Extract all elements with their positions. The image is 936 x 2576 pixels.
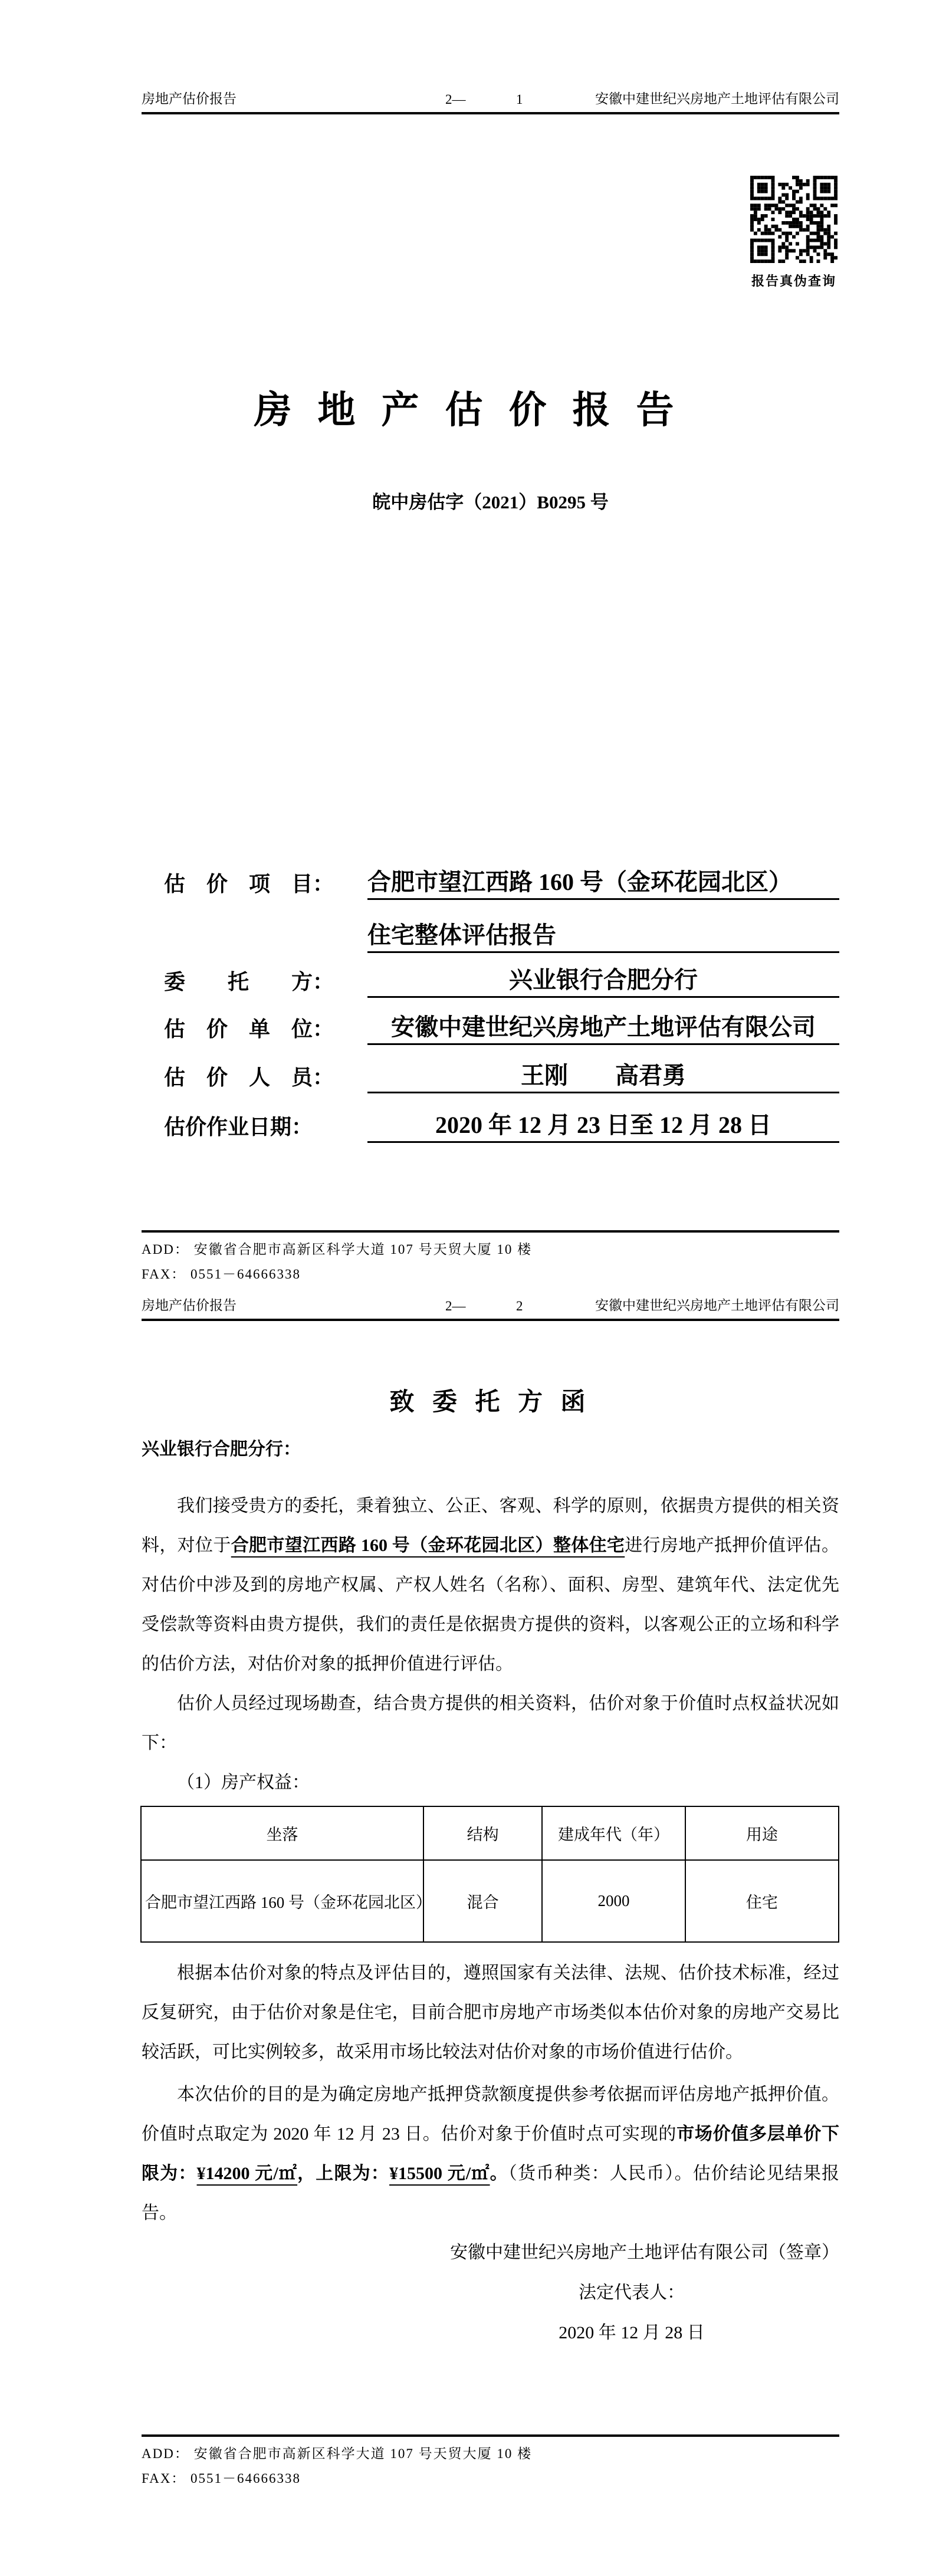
page1-footer — [142, 1230, 839, 1287]
paragraph-1: 我们接受贵方的委托，秉着独立、公正、客观、科学的原则，依据贵方提供的相关资料，对位于合肥市望江西路 160 号（金环花园北区）整体住宅进行房地产抵押价值评估。对估价中涉及到的房地产权属、产权人姓名（名称）、面积、房型、建筑年代、法定优先受偿款等资料由贵方提供，我们的责任是依据贵方提供的资料，以客观公正的立场和科学的估价方法，对估价对象的抵押价值进行评估。 — [142, 1496, 840, 1674]
form-label-agency: 估 价 单 位： — [164, 1017, 334, 1041]
footer-address: ADD： 安徽省合肥市高新区科学大道 107 号天贸大厦 10 楼 — [142, 2446, 533, 2461]
qr-verification-block — [750, 176, 838, 290]
form-row-client — [164, 960, 839, 998]
signature-date: 2020 年 12 月 28 日 — [559, 2323, 705, 2342]
letter-salutation: 兴业银行合肥分行： — [142, 1440, 301, 1459]
cell-usage: 住宅 — [685, 1860, 839, 1942]
form-label-date: 估价作业日期： — [164, 1115, 313, 1139]
qr-label: 报告真伪查询 — [751, 274, 836, 288]
letter-body-top — [142, 1486, 839, 1802]
form-value-date: 2020 年 12 月 23 日至 12 月 28 日 — [367, 1106, 839, 1143]
signature-block — [142, 2233, 839, 2353]
page1-header — [142, 74, 839, 114]
table-header-row — [141, 1806, 839, 1860]
form-row-project — [164, 862, 839, 900]
form-value-project-line2: 住宅整体评估报告 — [367, 916, 839, 953]
footer-fax: FAX： 0551－64666338 — [142, 2471, 301, 2486]
table-row — [141, 1860, 839, 1942]
form-row-project-line2 — [164, 915, 839, 953]
report-doc-number: 皖中房估字（2021）B0295 号 — [372, 492, 609, 512]
form-value-agency: 安徽中建世纪兴房地产土地评估有限公司 — [367, 1008, 839, 1045]
form-row-date — [164, 1105, 839, 1143]
header-doc-title: 房地产估价报告 — [142, 91, 237, 106]
footer-address: ADD： 安徽省合肥市高新区科学大道 107 号天贸大厦 10 楼 — [142, 1242, 533, 1257]
qr-code — [750, 176, 838, 263]
footer-fax: FAX： 0551－64666338 — [142, 1267, 301, 1282]
header-company: 安徽中建世纪兴房地产土地评估有限公司 — [595, 1298, 839, 1313]
paragraph-3: 根据本估价对象的特点及评估目的，遵照国家有关法律、法规、估价技术标准，经过反复研究，由于估价对象是住宅，目前合肥市房地产市场类似本估价对象的房地产交易比较活跃，可比实例较多，故采用市场比较法对估价对象的市场价值进行估价。 — [142, 1963, 839, 2062]
report-title: 房 地 产 估 价 报 告 — [254, 389, 682, 431]
form-label-staff: 估 价 人 员： — [164, 1066, 334, 1089]
form-row-agency — [164, 1007, 839, 1045]
letter-title: 致 委 托 方 函 — [389, 1389, 592, 1416]
paragraph-2: 估价人员经过现场勘查，结合贵方提供的相关资料，估价对象于价值时点权益状况如下： — [142, 1694, 839, 1753]
form-label-project: 估 价 项 目： — [164, 872, 334, 896]
signature-company: 安徽中建世纪兴房地产土地评估有限公司（签章） — [450, 2243, 839, 2262]
letter-body-bottom — [142, 2075, 839, 2233]
form-value-project-line1: 合肥市望江西路 160 号（金环花园北区） — [367, 863, 839, 900]
col-header-structure: 结构 — [423, 1806, 542, 1860]
form-value-client: 兴业银行合肥分行 — [367, 961, 839, 998]
letter-body-mid — [142, 1953, 839, 2072]
signature-legal-representative: 法定代表人： — [579, 2283, 685, 2302]
cell-location: 合肥市望江西路 160 号（金环花园北区） — [141, 1860, 423, 1942]
form-value-staff: 王刚 高君勇 — [367, 1057, 839, 1093]
col-header-year-built: 建成年代（年） — [542, 1806, 685, 1860]
property-rights-table — [140, 1806, 839, 1943]
col-header-usage: 用途 — [685, 1806, 839, 1860]
list-item-property-rights: （1）房产权益： — [177, 1773, 310, 1792]
cell-structure: 混合 — [423, 1860, 542, 1942]
page2-header — [142, 1281, 839, 1321]
cell-year-built: 2000 — [542, 1860, 685, 1942]
header-page-number: 1 — [516, 92, 523, 107]
header-page-number: 2 — [516, 1299, 523, 1313]
header-doc-title: 房地产估价报告 — [142, 1298, 237, 1313]
header-company: 安徽中建世纪兴房地产土地评估有限公司 — [595, 91, 839, 106]
page2-footer — [142, 2434, 839, 2491]
header-total-pages: 2— — [445, 1299, 466, 1313]
header-total-pages: 2— — [445, 92, 466, 107]
paragraph-4: 本次估价的目的是为确定房地产抵押贷款额度提供参考依据而评估房地产抵押价值。价值时点取定为 2020 年 12 月 23 日。估价对象于价值时点可实现的市场价值多层单价下限为：¥14200 元/㎡，上限为：¥15500 元/㎡。（货币种类：人民币）。估价结论见结果报告。 — [142, 2085, 840, 2223]
col-header-location: 坐落 — [141, 1806, 423, 1860]
form-label-client: 委 托 方： — [164, 970, 334, 994]
form-spacer — [164, 951, 367, 953]
form-row-staff — [164, 1056, 839, 1093]
